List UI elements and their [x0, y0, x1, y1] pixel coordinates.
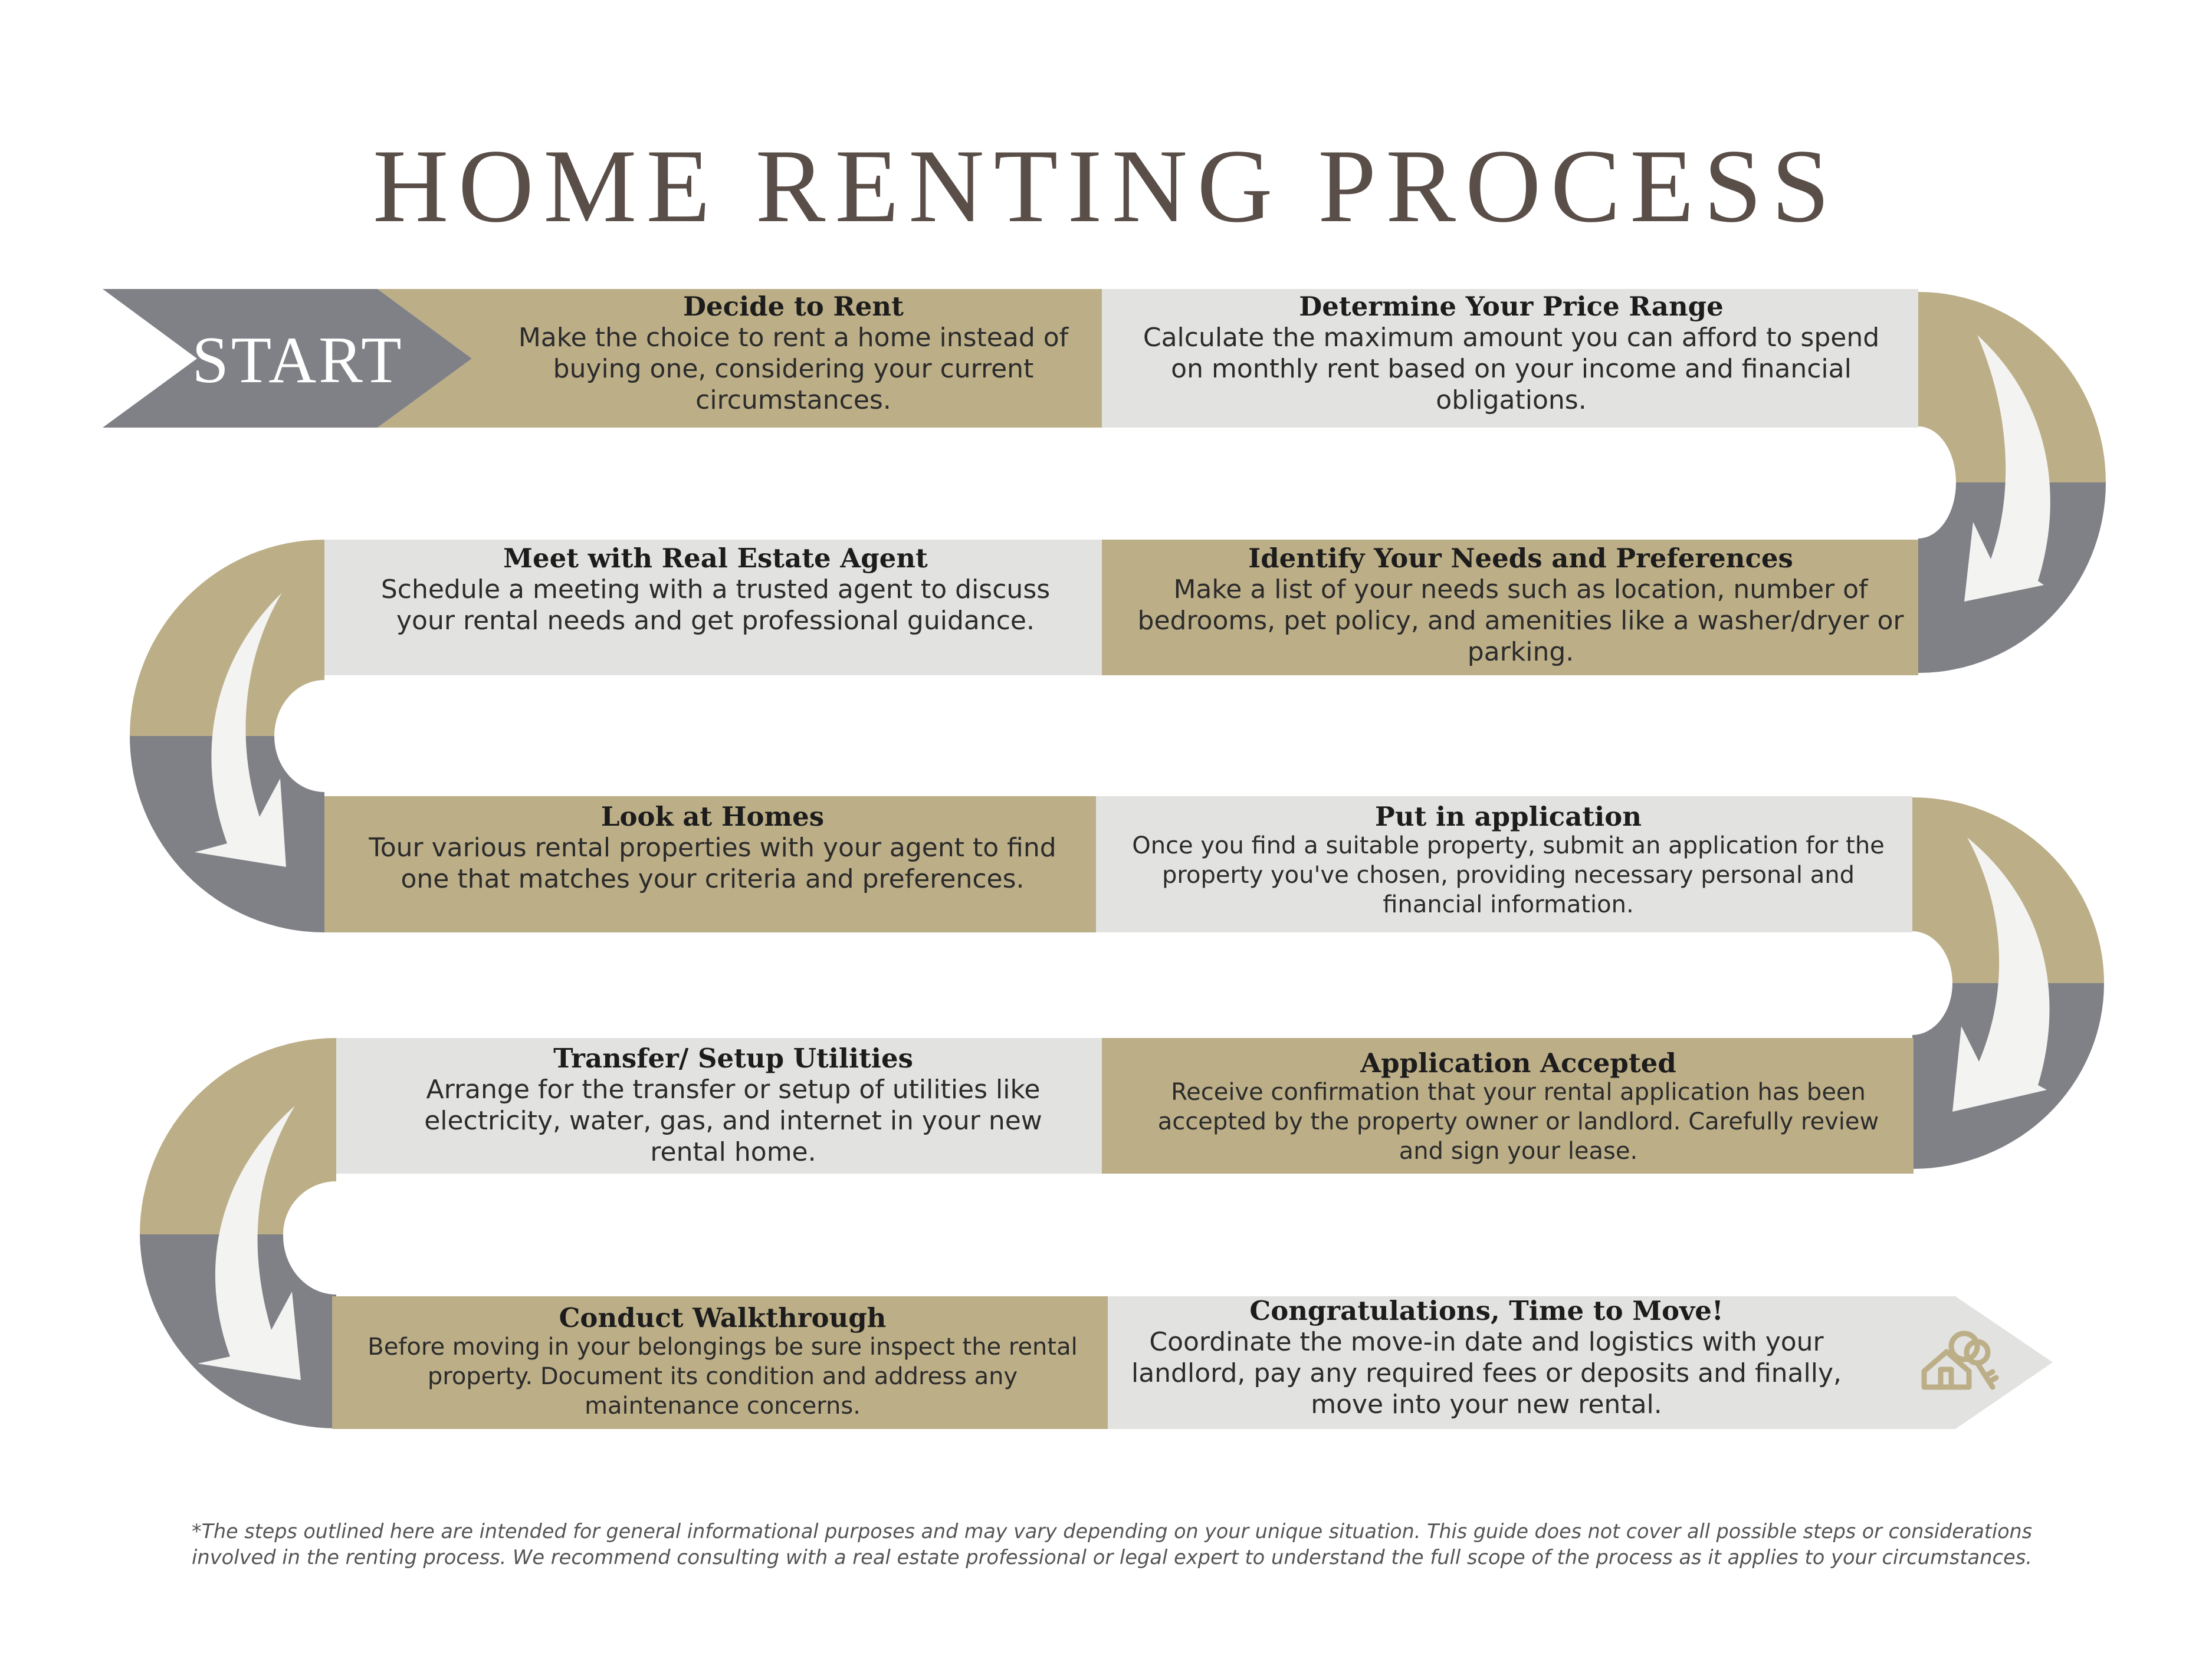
step-description-line: Make a list of your needs such as location, number of [1173, 574, 1868, 605]
step-title: Application Accepted [1360, 1047, 1676, 1079]
step-description-line: obligations. [1436, 385, 1587, 415]
turn-right-1 [1918, 292, 2106, 673]
step-description-line: electricity, water, gas, and internet in your new [424, 1106, 1042, 1136]
step-description-line: landlord, pay any required fees or deposits and finally, [1131, 1358, 1842, 1388]
step-description-line: one that matches your criteria and preferences. [401, 864, 1025, 894]
step-description-line: buying one, considering your current [553, 354, 1034, 384]
step-description-line: parking. [1467, 637, 1574, 667]
step-title: Meet with Real Estate Agent [503, 543, 928, 574]
step-description-line: property you've chosen, providing necessary personal and [1162, 862, 1855, 889]
start-label: START [192, 324, 404, 397]
page-title: HOME RENTING PROCESS [373, 127, 1839, 244]
step-description-line: property. Document its condition and address any [427, 1363, 1018, 1390]
step-description-line: Once you find a suitable property, submit an application for the [1132, 832, 1885, 859]
step-description-line: circumstances. [695, 385, 891, 415]
step-description-line: Make the choice to rent a home instead of [518, 323, 1069, 353]
step-description-line: maintenance concerns. [585, 1392, 861, 1420]
step-title: Congratulations, Time to Move! [1249, 1295, 1724, 1326]
step-description-line: Arrange for the transfer or setup of utilities like [426, 1075, 1041, 1105]
step-title: Determine Your Price Range [1299, 291, 1724, 322]
step-description-line: Coordinate the move-in date and logistics with your [1149, 1327, 1824, 1357]
step-description-line: bedrooms, pet policy, and amenities like a washer/dryer or [1137, 606, 1904, 636]
turn-right-2 [1912, 797, 2104, 1169]
step-description-line: Tour various rental properties with your agent to find [369, 833, 1056, 863]
step-description-line: and sign your lease. [1399, 1138, 1638, 1165]
step-description-line: Before moving in your belongings be sure inspect the rental [367, 1333, 1078, 1361]
step-description-line: on monthly rent based on your income and financial [1171, 354, 1852, 384]
step-description-line: financial information. [1383, 891, 1634, 918]
step-description-line: move into your new rental. [1311, 1389, 1662, 1420]
step-description-line: accepted by the property owner or landlord. Carefully review [1157, 1108, 1879, 1135]
step-title: Decide to Rent [683, 291, 904, 322]
step-title: Look at Homes [600, 801, 825, 832]
step-title: Put in application [1375, 801, 1642, 832]
step-description-line: rental home. [650, 1137, 816, 1167]
footnote-line: *The steps outlined here are intended for general informational purposes and may vary depending on your unique situation. This guide does not cover all possible steps or considerations [192, 1520, 2032, 1543]
footnote-line: involved in the renting process. We recommend consulting with a real estate professional or legal expert to understand the full scope of the process as it applies to your circumstances. [192, 1546, 2032, 1569]
step-title: Transfer/ Setup Utilities [553, 1043, 913, 1074]
step-description-line: Calculate the maximum amount you can afford to spend [1143, 323, 1880, 353]
turn-left-1 [130, 540, 324, 932]
step-title: Conduct Walkthrough [559, 1302, 887, 1333]
step-description-line: Schedule a meeting with a trusted agent to discuss [380, 574, 1051, 605]
step-description-line: Receive confirmation that your rental application has been [1171, 1079, 1866, 1106]
step-description-line: your rental needs and get professional guidance. [396, 606, 1035, 636]
step-title: Identify Your Needs and Preferences [1248, 543, 1793, 574]
disclaimer-footnote [192, 1520, 2032, 1569]
turn-left-2 [140, 1038, 336, 1428]
